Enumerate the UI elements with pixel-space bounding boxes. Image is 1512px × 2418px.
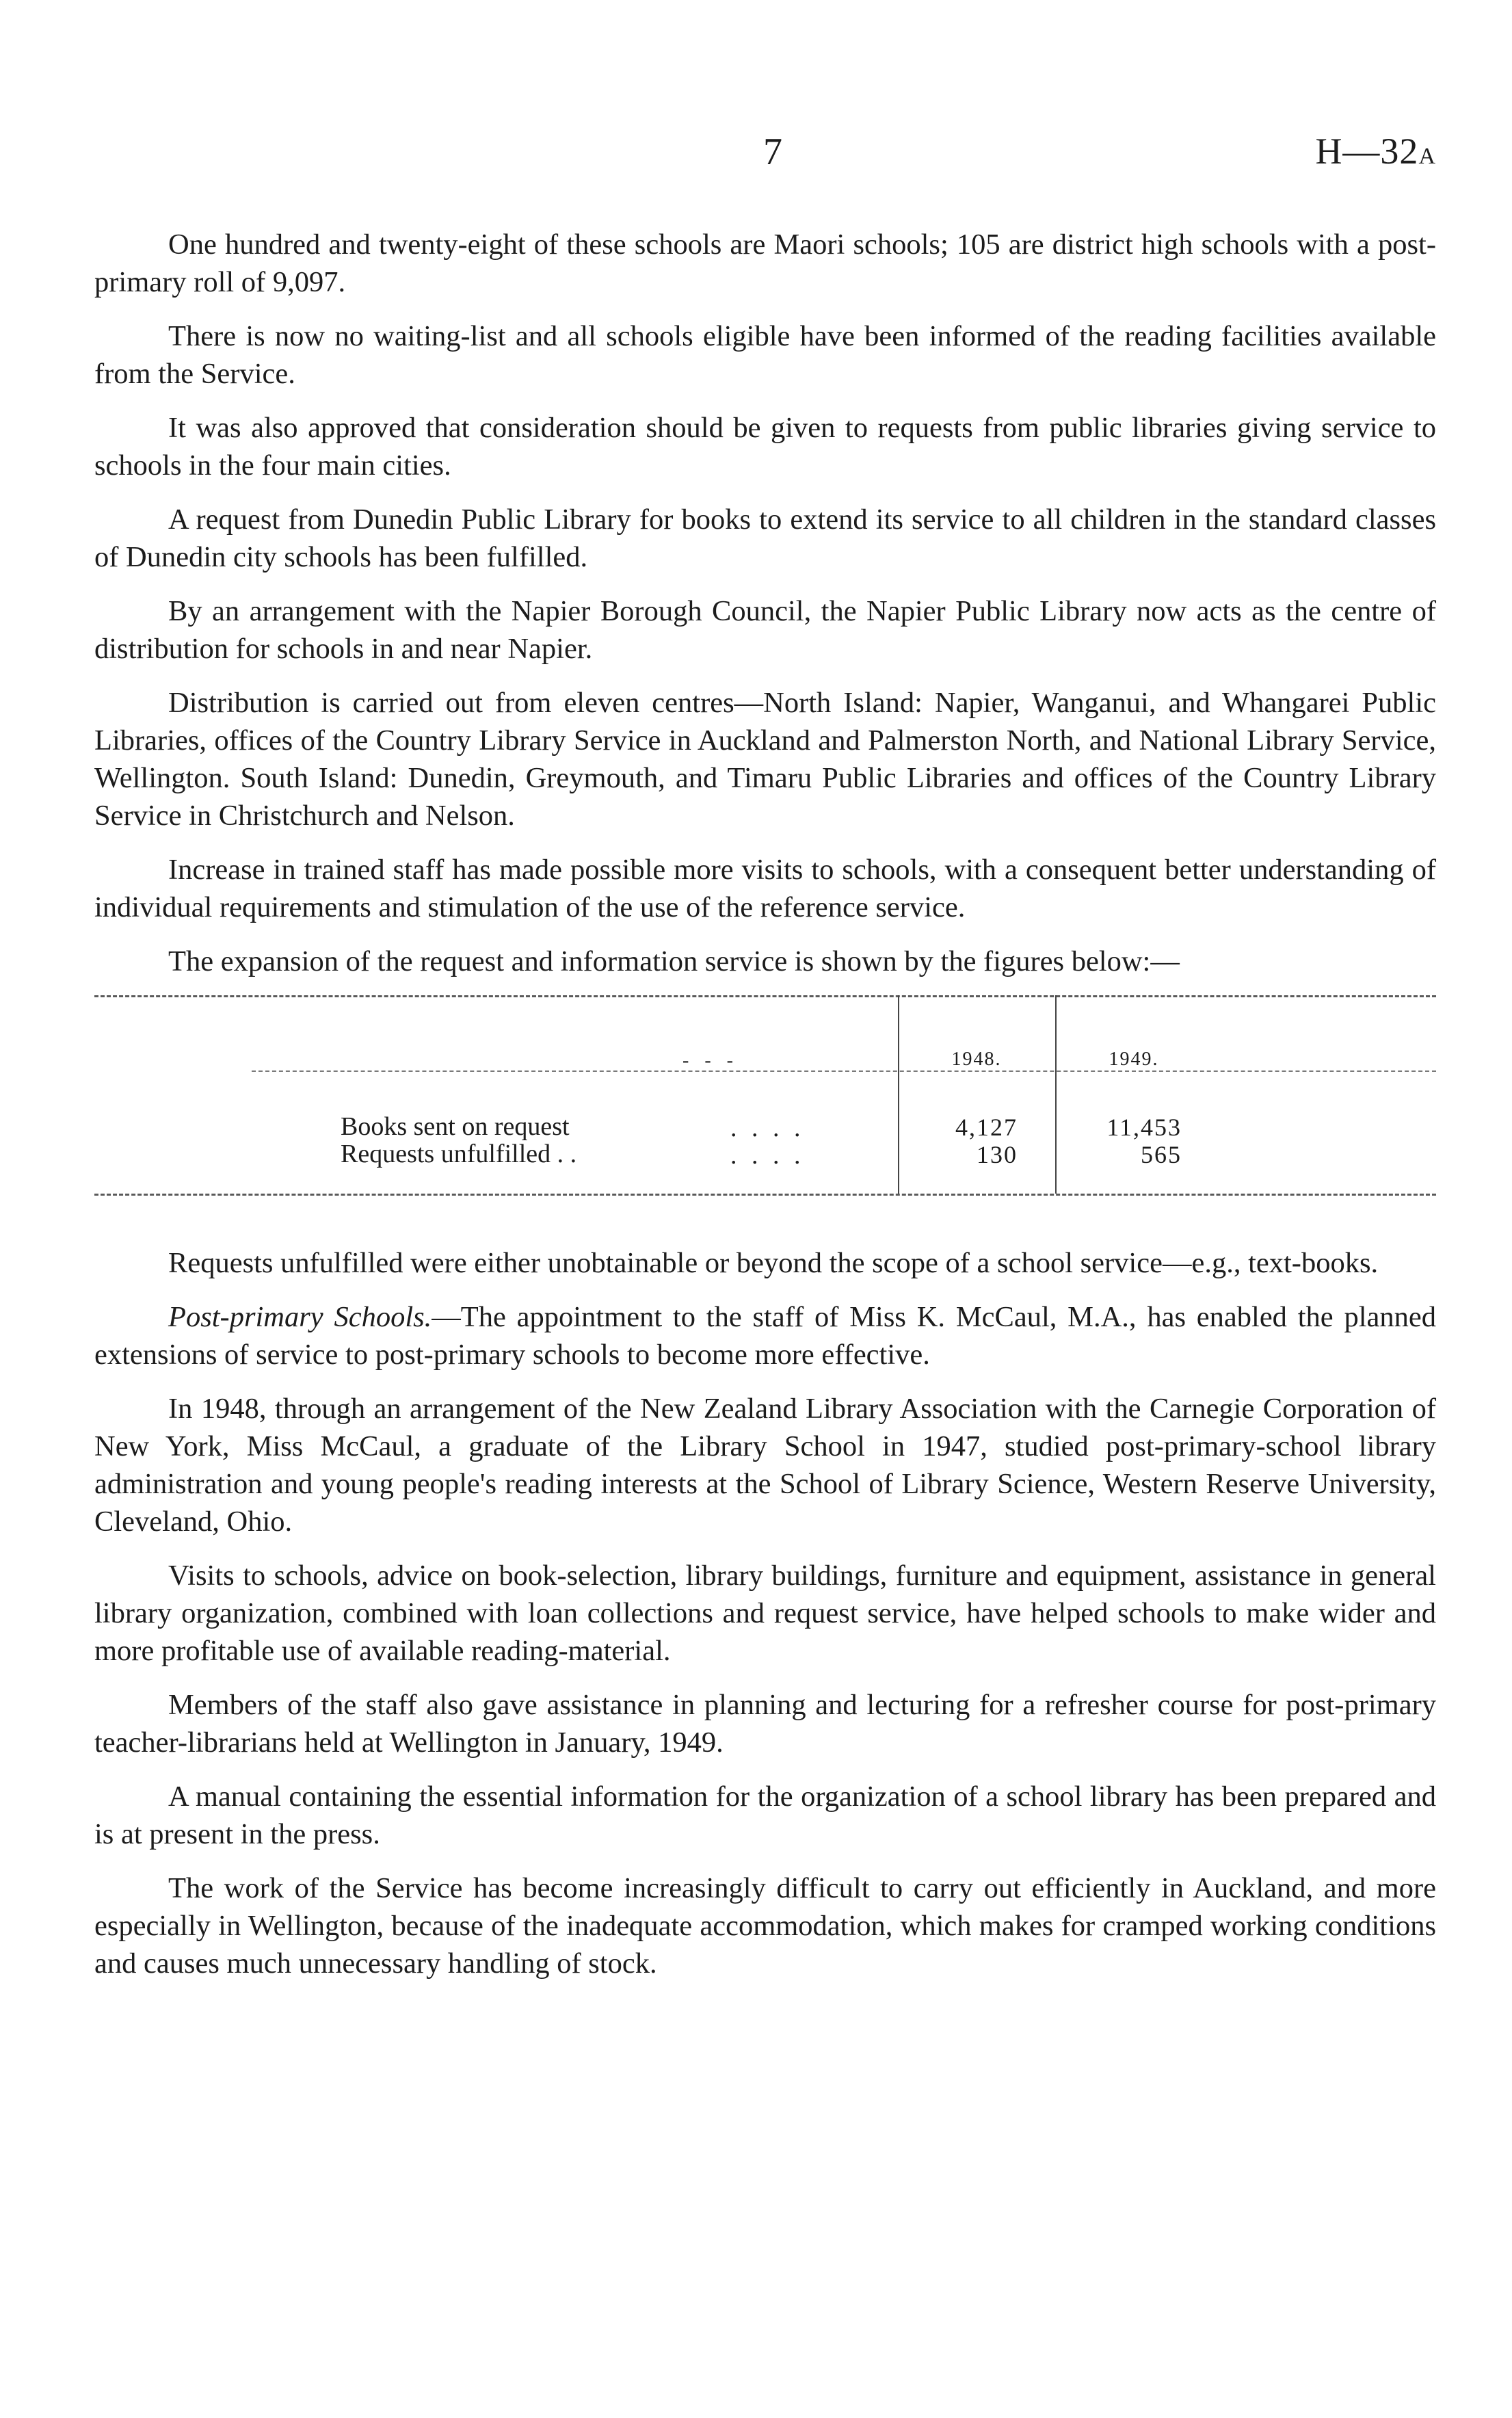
page-number: 7 xyxy=(763,131,782,173)
paragraph-requests-unfulfilled: Requests unfulfilled were either unobtainable or beyond the scope of a school service—e.g., text-books. xyxy=(168,1247,1379,1279)
table-row-leader-books-sent: . . . . xyxy=(730,1114,805,1142)
paragraph-dunedin-request: A request from Dunedin Public Library for books to extend its service to all children in the standard classes of Dunedin city schools has been fulfilled. xyxy=(94,503,1436,573)
post-primary-schools-body: —The appointment to the staff of Miss K. McCaul, M.A., has enabled the planned extensions of service to post-primary schools to become more effective. xyxy=(94,1301,1436,1371)
paragraph-waiting-list: There is now no waiting-list and all schools eligible have been informed of the reading facilities available from the Service. xyxy=(94,320,1436,390)
table-top-rule xyxy=(94,995,1436,997)
post-primary-schools-heading: Post-primary Schools. xyxy=(168,1301,432,1333)
paragraph-school-visits: Visits to schools, advice on book-selection, library buildings, furniture and equipment, assistance in general library organization, combined with loan collections and request service, have helped schools to make wider and more profitable use of available reading-material. xyxy=(94,1560,1436,1667)
body-text xyxy=(94,226,1436,1999)
document-reference-main: H—32 xyxy=(1315,131,1419,172)
table-bottom-rule xyxy=(94,1194,1436,1196)
request-service-table xyxy=(94,995,1436,1214)
paragraph-maori-schools: One hundred and twenty-eight of these schools are Maori schools; 105 are district high schools with a post-primary roll of 9,097. xyxy=(94,228,1436,298)
paragraph-expansion-intro: The expansion of the request and information service is shown by the figures below:— xyxy=(168,945,1180,977)
paragraph-carnegie-arrangement: In 1948, through an arrangement of the New Zealand Library Association with the Carnegie Corporation of New York, Miss McCaul, a graduate of the Library School in 1947, studied post-primary-school library administration and young people's reading interests at the School of Library Science, Western Reserve University, Cleveland, Ohio. xyxy=(94,1393,1436,1538)
table-row-label-requests-unfulfilled: Requests unfulfilled . . xyxy=(341,1140,577,1168)
table-header-blank: - - - xyxy=(682,1050,739,1071)
table-column-divider-1949 xyxy=(1055,995,1057,1194)
table-cell-books-sent-1948: 4,127 xyxy=(955,1114,1018,1141)
table-cell-requests-unfulfilled-1949: 565 xyxy=(1141,1141,1182,1168)
document-reference xyxy=(1258,130,1436,172)
table-cell-books-sent-1949: 11,453 xyxy=(1106,1114,1182,1141)
document-reference-suffix: A xyxy=(1418,144,1436,169)
table-row-label-books-sent: Books sent on request xyxy=(341,1112,570,1141)
paragraph-accommodation: The work of the Service has become increasingly difficult to carry out efficiently in Auckland, and more especially in Wellington, because of the inadequate accommodation, which makes for cramped working conditions and causes much unnecessary handling of stock. xyxy=(94,1872,1436,1980)
paragraph-post-primary-schools xyxy=(94,1298,1436,1374)
table-header-1948: 1948. xyxy=(951,1049,1002,1070)
table-header-1949: 1949. xyxy=(1109,1049,1159,1070)
paragraph-trained-staff: Increase in trained staff has made possible more visits to schools, with a consequent better understanding of individual requirements and stimulation of the use of the reference service. xyxy=(94,854,1436,923)
paragraph-distribution-centres: Distribution is carried out from eleven centres—North Island: Napier, Wanganui, and Whangarei Public Libraries, offices of the Country Library Service in Auckland and Palmerston North, and National Library Service, Wellington. South Island: Dunedin, Greymouth, and Timaru Public Libraries and offices of the Country Library Service in Christchurch and Nelson. xyxy=(94,687,1436,832)
table-row-leader-requests-unfulfilled: . . . . xyxy=(730,1141,805,1170)
table-cell-requests-unfulfilled-1948: 130 xyxy=(977,1141,1018,1168)
paragraph-napier-arrangement: By an arrangement with the Napier Borough Council, the Napier Public Library now acts as the centre of distribution for schools in and near Napier. xyxy=(94,595,1436,665)
paragraph-public-libraries: It was also approved that consideration should be given to requests from public libraries giving service to schools in the four main cities. xyxy=(94,412,1436,482)
table-column-divider-1948 xyxy=(898,995,899,1194)
paragraph-refresher-course: Members of the staff also gave assistance in planning and lecturing for a refresher course for post-primary teacher-librarians held at Wellington in January, 1949. xyxy=(94,1689,1436,1759)
paragraph-manual: A manual containing the essential information for the organization of a school library has been prepared and is at present in the press. xyxy=(94,1780,1436,1850)
table-header-rule xyxy=(252,1070,1436,1072)
